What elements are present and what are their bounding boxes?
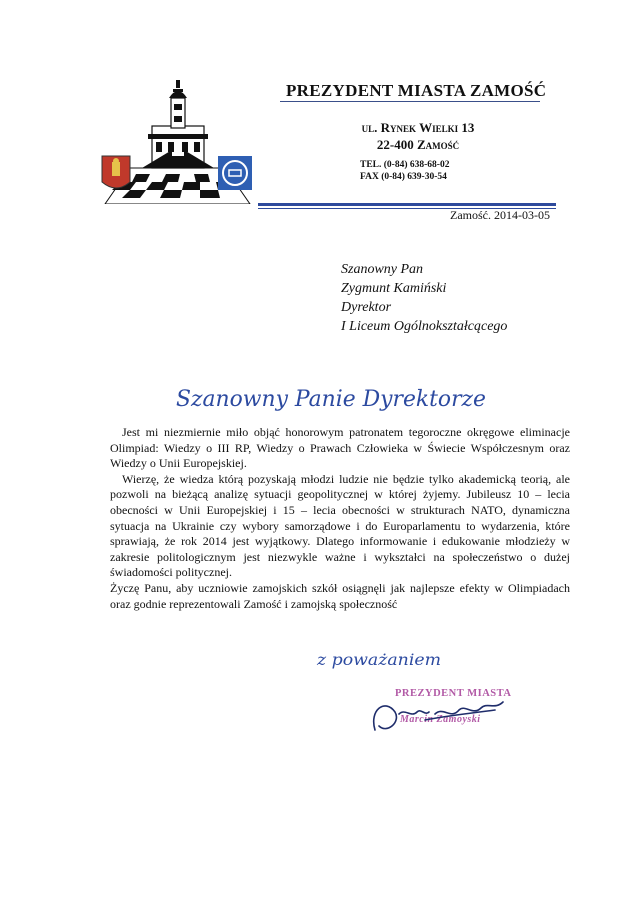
fax-number: FAX (0-84) 639-30-54 <box>360 172 447 182</box>
recipient-block <box>341 260 507 336</box>
letter-date: Zamość. 2014-03-05 <box>450 208 550 222</box>
recipient-line: Dyrektor <box>341 300 392 315</box>
closing-text: z poważaniem <box>315 650 441 669</box>
handwritten-closing <box>315 645 445 673</box>
unesco-heritage-icon <box>218 156 252 190</box>
title-underline <box>280 101 540 102</box>
body-paragraph: Życzę Panu, aby uczniowie zamojskich szkół osiągnęli jak najlepsze efekty w Olimpiadach oraz godnie reprezentowali Zamość i zamojską społeczność <box>110 580 570 611</box>
handwritten-greeting <box>172 380 492 414</box>
address-city: 22-400 Zamość <box>376 137 460 152</box>
signature <box>365 690 515 740</box>
recipient-line: Szanowny Pan <box>341 262 424 277</box>
coat-of-arms-icon <box>102 156 130 188</box>
body-paragraph: Wierzę, że wiedza którą pozyskają młodzi ludzie nie będzie tylko akademicką teorią, ale pozwoli na bieżącą analizę sytuacji geopolitycznej w której żyjemy. Jubileusz 10 – lecia obecności w Unii Europejskiej i 15 – lecia obecności w strukturach NATO, dynamiczna sytuacja na Ukrainie czy wybory samorządowe i do Europarlamentu to wydarzenia, które sprawiają, że rok 2014 jest wyjątkowy. Dlatego informowanie i edukowanie młodzieży w zakresie politologicznym jest niezwykle ważne i wykształci na społeczeństwo o dużej świadomości politycznej. <box>110 471 570 580</box>
letter-body <box>110 425 570 612</box>
body-paragraph: Jest mi niezmiernie miło objąć honorowym patronatem tegoroczne okręgowe eliminacje Olimpiad: Wiedzy o III RP, Wiedzy o Prawach Człowieka w Świecie Współczesnym oraz Wiedzy o Unii Europejskiej. <box>110 425 570 471</box>
letterhead-title: PREZYDENT MIASTA ZAMOŚĆ <box>286 81 547 100</box>
letterhead-divider <box>258 203 556 206</box>
recipient-line: Zygmunt Kamiński <box>341 281 447 296</box>
recipient-line: I Liceum Ogólnokształcącego <box>341 319 508 334</box>
town-hall-logo <box>100 78 255 204</box>
greeting-text: Szanowny Panie Dyrektorze <box>176 387 486 412</box>
phone-number: TEL. (0-84) 638-68-02 <box>360 160 450 170</box>
stamp-title: PREZYDENT MIASTA <box>395 688 512 699</box>
address-street: ul. Rynek Wielki 13 <box>361 120 475 135</box>
stamp-name: Marcin Zamoyski <box>400 714 481 725</box>
